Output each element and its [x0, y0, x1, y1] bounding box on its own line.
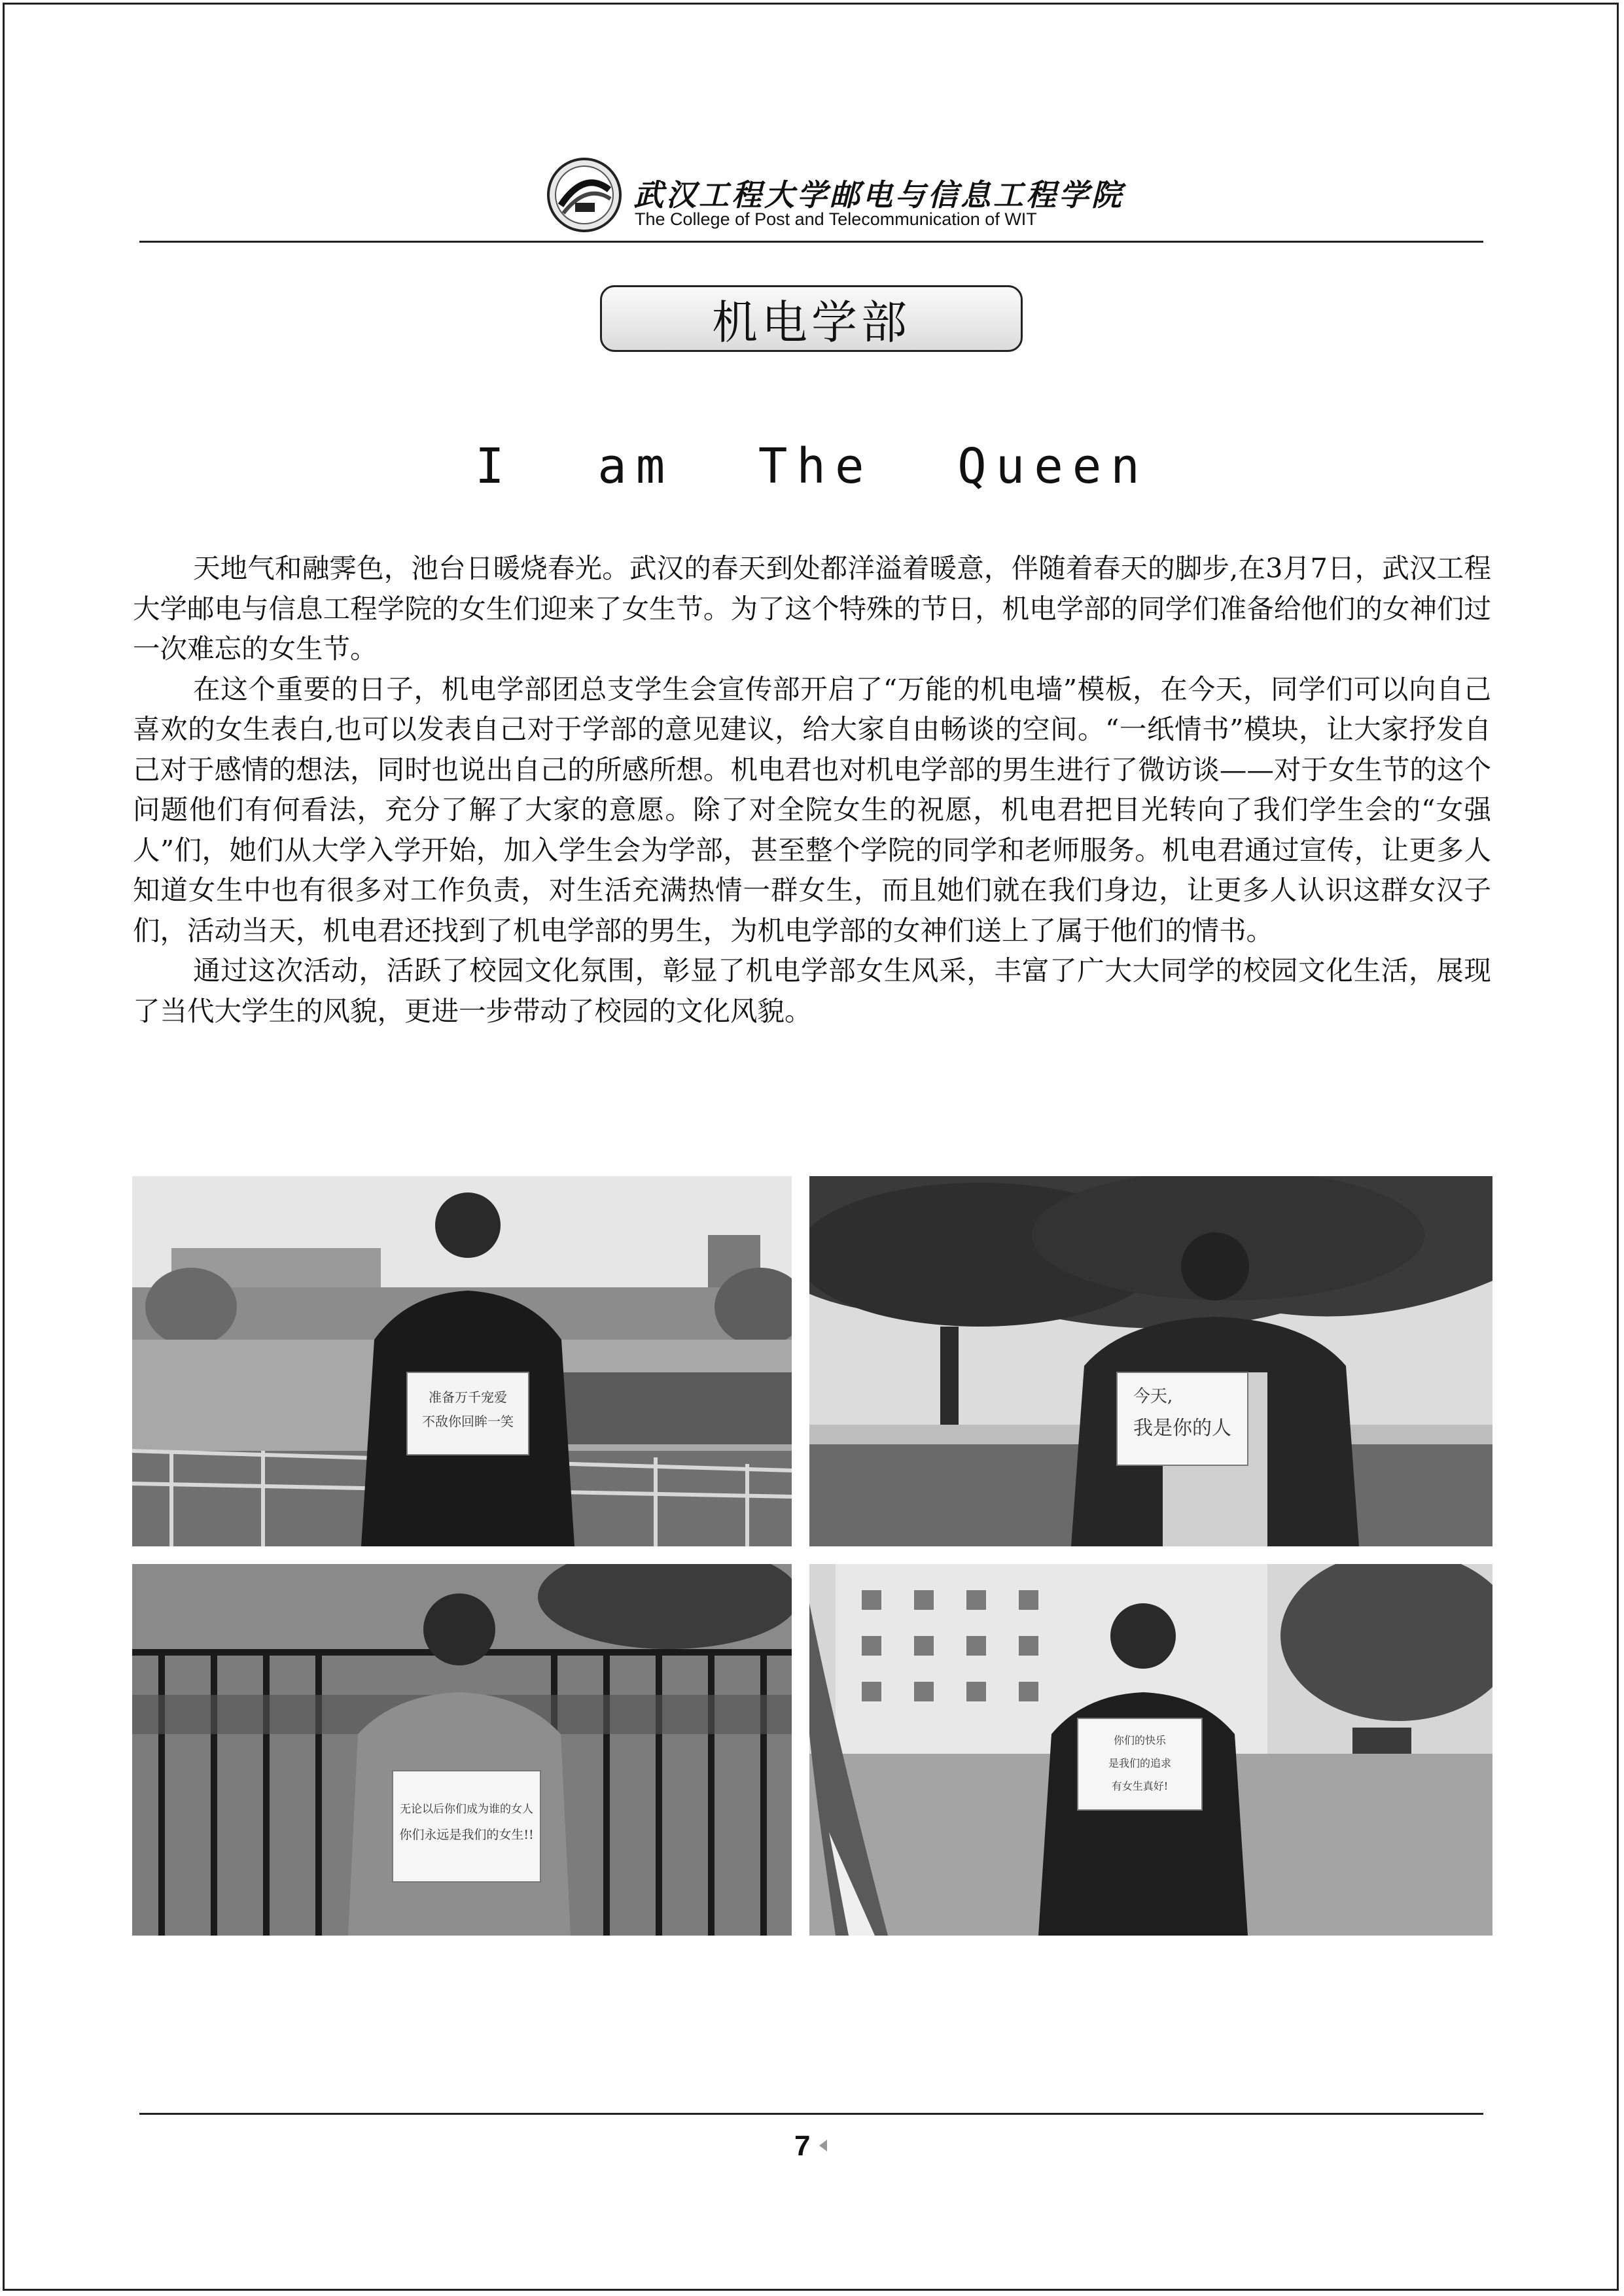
sign-line: 无论以后你们成为谁的女人	[400, 1803, 533, 1816]
article-body	[133, 548, 1491, 1031]
sign-line: 准备万千宠爱	[429, 1389, 507, 1405]
sign-line: 今天,	[1133, 1387, 1173, 1406]
article-title: I am The Queen	[475, 438, 1149, 495]
photo-field-bridge	[132, 1176, 792, 1546]
college-name-en: The College of Post and Telecommunication of WIT	[635, 209, 1037, 229]
footer-divider	[139, 2113, 1483, 2115]
sign-line: 你们永远是我们的女生!!	[399, 1828, 534, 1842]
sign-line: 你们的快乐	[1113, 1734, 1167, 1747]
college-name-cn: 武汉工程大学邮电与信息工程学院	[633, 177, 1124, 213]
department-label: 机电学部	[712, 295, 911, 349]
paragraph: 在这个重要的日子，机电学部团总支学生会宣传部开启了“万能的机电墙”模板，在今天，同学们可以向自己喜欢的女生表白,也可以发表自己对于学部的意见建议，给大家自由畅谈的空间。“一纸情书”模块，让大家抒发自己对于感情的想法，同时也说出自己的所感所想。机电君也对机电学部的男生进行了微访谈——对于女生节的这个问题他们有何看法，充分了解了大家的意愿。除了对全院女生的祝愿，机电君把目光转向了我们学生会的“女强人”们，她们从大学入学开始，加入学生会为学部，甚至整个学院的同学和老师服务。机电君通过宣传，让更多人知道女生中也有很多对工作负责，对生活充满热情一群女生，而且她们就在我们身边，让更多人认识这群女汉子们，活动当天，机电君还找到了机电学部的男生，为机电学部的女神们送上了属于他们的情书。	[133, 672, 1491, 947]
sign-line: 不敌你回眸一笑	[422, 1414, 514, 1429]
paragraph: 天地气和融霁色，池台日暖烧春光。武汉的春天到处都洋溢着暖意，伴随着春天的脚步,在3月7日，武汉工程大学邮电与信息工程学院的女生们迎来了女生节。为了这个特殊的节日，机电学部的同学们准备给他们的女神们过一次难忘的女生节。	[133, 552, 1491, 665]
photo-tree-lawn	[809, 1176, 1492, 1546]
sign-line: 是我们的追求	[1108, 1757, 1172, 1769]
page-number: 7	[794, 2130, 811, 2162]
college-logo	[546, 157, 622, 233]
sign-line: 有女生真好!	[1111, 1780, 1169, 1792]
sign-line: 我是你的人	[1133, 1417, 1231, 1440]
paragraph: 通过这次活动，活跃了校园文化氛围，彰显了机电学部女生风采，丰富了广大大同学的校园文化生活，展现了当代大学生的风貌，更进一步带动了校园的文化风貌。	[133, 954, 1491, 1027]
department-label-box	[600, 285, 1023, 352]
header-divider	[139, 241, 1483, 243]
photo-campus-street	[809, 1564, 1492, 1936]
photo-iron-fence	[132, 1564, 792, 1936]
page-arrow-icon	[819, 2140, 827, 2151]
page-header	[0, 144, 1624, 242]
